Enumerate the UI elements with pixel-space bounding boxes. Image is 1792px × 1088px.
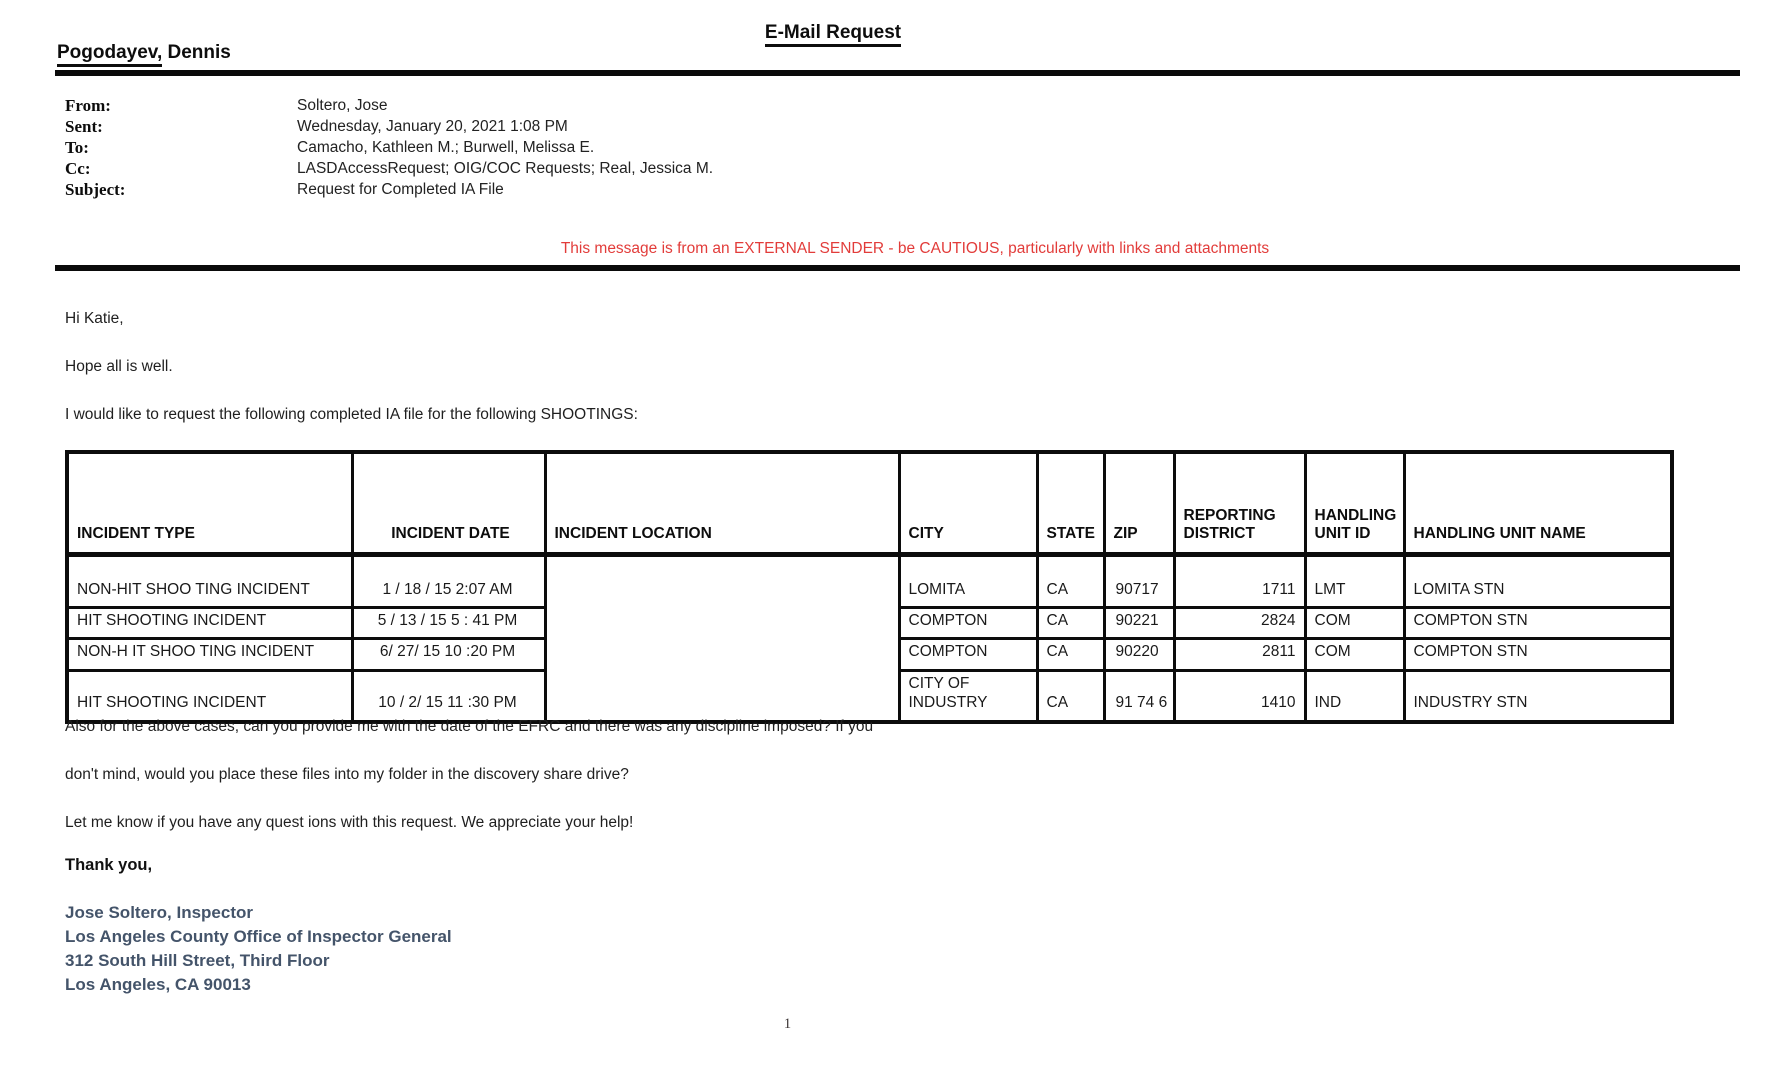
document-title: E-Mail Request <box>55 22 1611 44</box>
signature-street: 312 South Hill Street, Third Floor <box>65 951 330 970</box>
cell-incident-location-redacted <box>545 670 899 721</box>
cell-incident-type: NON-HIT SHOO TING INCIDENT <box>67 555 352 608</box>
table-row <box>67 608 1672 639</box>
header-rule-top <box>55 70 1740 76</box>
col-header-incident-type: INCIDENT TYPE <box>67 452 352 555</box>
table-row <box>67 555 1672 608</box>
cell-handling-unit-id: IND <box>1305 670 1404 721</box>
col-header-handling-unit-name: HANDLING UNIT NAME <box>1404 452 1672 555</box>
cell-reporting-district: 2824 <box>1174 608 1305 639</box>
cell-handling-unit-name: COMPTON STN <box>1404 608 1672 639</box>
cell-reporting-district: 2811 <box>1174 639 1305 670</box>
subject-label: Subject: <box>65 180 126 199</box>
body-paragraph-letme: Let me know if you have any quest ions with this request. We appreciate your help! <box>65 814 634 831</box>
body-paragraph-hope: Hope all is well. <box>65 358 173 375</box>
cell-reporting-district: 1711 <box>1174 555 1305 608</box>
incident-table <box>65 450 1674 724</box>
cell-incident-date: 10 / 2/ 15 11 :30 PM <box>352 670 545 721</box>
cell-city: LOMITA <box>899 555 1037 608</box>
col-header-city: CITY <box>899 452 1037 555</box>
cell-city: COMPTON <box>899 608 1037 639</box>
cell-state: CA <box>1037 608 1104 639</box>
external-sender-warning: This message is from an EXTERNAL SENDER - be CAUTIOUS, particularly with links and attachments <box>560 240 1270 257</box>
signature-city: Los Angeles, CA 90013 <box>65 975 251 994</box>
table-row <box>67 670 1672 721</box>
sent-value: Wednesday, January 20, 2021 1:08 PM <box>297 118 568 135</box>
signature-org: Los Angeles County Office of Inspector General <box>65 927 452 946</box>
col-header-state: STATE <box>1037 452 1104 555</box>
cell-zip: 91 74 6 <box>1104 670 1174 721</box>
sent-label: Sent: <box>65 117 103 136</box>
cell-incident-date: 5 / 13 / 15 5 : 41 PM <box>352 608 545 639</box>
body-closing: Thank you, <box>65 856 153 874</box>
cell-incident-type: HIT SHOOTING INCIDENT <box>67 608 352 639</box>
to-label: To: <box>65 138 89 157</box>
col-header-reporting-district: REPORTING DISTRICT <box>1174 452 1305 555</box>
incident-table-header-row <box>67 452 1672 555</box>
to-value: Camacho, Kathleen M.; Burwell, Melissa E. <box>297 139 595 156</box>
cell-handling-unit-name: COMPTON STN <box>1404 639 1672 670</box>
cell-incident-date: 6/ 27/ 15 10 :20 PM <box>352 639 545 670</box>
cell-state: CA <box>1037 639 1104 670</box>
page-number: 1 <box>783 1016 792 1032</box>
cell-incident-type: NON-H IT SHOO TING INCIDENT <box>67 639 352 670</box>
cell-incident-date: 1 / 18 / 15 2:07 AM <box>352 555 545 608</box>
col-header-incident-location: INCIDENT LOCATION <box>545 452 899 555</box>
cell-zip: 90717 <box>1104 555 1174 608</box>
col-header-handling-unit-id: HANDLING UNIT ID <box>1305 452 1404 555</box>
cell-handling-unit-name: INDUSTRY STN <box>1404 670 1672 721</box>
incident-table-container <box>65 450 1674 724</box>
from-value: Soltero, Jose <box>297 97 388 114</box>
body-paragraph-dont: don't mind, would you place these files into my folder in the discovery share drive? <box>65 766 629 783</box>
cell-incident-location-redacted <box>545 639 899 670</box>
signature-block <box>65 901 452 997</box>
subject-value: Request for Completed IA File <box>297 181 504 198</box>
col-header-zip: ZIP <box>1104 452 1174 555</box>
header-rule-bottom <box>55 265 1740 271</box>
signature-name: Jose Soltero, Inspector <box>65 903 253 922</box>
cell-handling-unit-id: COM <box>1305 639 1404 670</box>
cell-state: CA <box>1037 555 1104 608</box>
cell-incident-type: HIT SHOOTING INCIDENT <box>67 670 352 721</box>
cell-state: CA <box>1037 670 1104 721</box>
cell-handling-unit-name: LOMITA STN <box>1404 555 1672 608</box>
table-row <box>67 639 1672 670</box>
cell-incident-location-redacted <box>545 608 899 639</box>
cell-handling-unit-id: COM <box>1305 608 1404 639</box>
recipient-name: Pogodayev, Dennis <box>57 42 231 64</box>
cell-reporting-district: 1410 <box>1174 670 1305 721</box>
cell-city: CITY OF INDUSTRY <box>899 670 1037 721</box>
cell-incident-location-redacted <box>545 555 899 608</box>
body-paragraph-request: I would like to request the following completed IA file for the following SHOOTINGS: <box>65 406 638 423</box>
col-header-incident-date: INCIDENT DATE <box>352 452 545 555</box>
cell-zip: 90220 <box>1104 639 1174 670</box>
body-paragraph-also: Also for the above cases, can you provide me with the date of the EFRC and there was any discipline imposed? If you <box>65 718 874 735</box>
cell-handling-unit-id: LMT <box>1305 555 1404 608</box>
cc-label: Cc: <box>65 159 91 178</box>
cell-zip: 90221 <box>1104 608 1174 639</box>
cc-value: LASDAccessRequest; OIG/COC Requests; Real, Jessica M. <box>297 160 714 177</box>
from-label: From: <box>65 96 111 115</box>
body-greeting: Hi Katie, <box>65 310 124 327</box>
cell-city: COMPTON <box>899 639 1037 670</box>
